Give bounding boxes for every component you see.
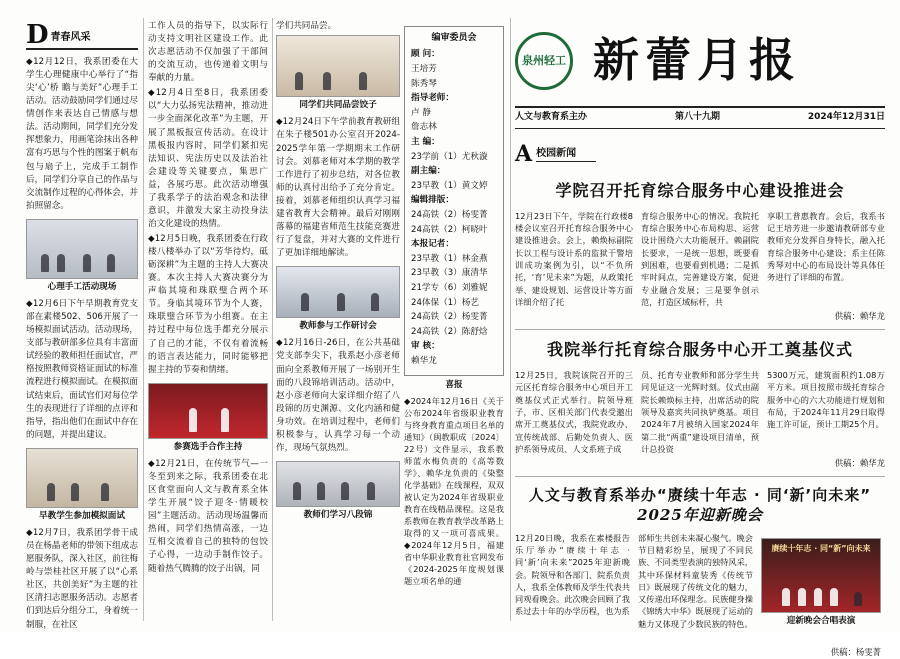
- sponsor: 人文与教育系主办: [515, 112, 588, 122]
- news3-credit: 供稿：杨雯菁: [830, 646, 881, 657]
- issue-meta-bar: [515, 106, 885, 129]
- photo-caption: 参赛选手合作主持: [173, 441, 243, 452]
- column-divider: [510, 18, 511, 621]
- editorial-role: 主 编：: [411, 136, 440, 147]
- photo-seminar: [276, 266, 400, 318]
- headline-news3-line1: 人文与教育系举办“赓续十年志 · 同‘新’向未来”: [528, 486, 872, 505]
- article-psych-craft: ◆12月12日，我系团委在大学生心理健康中心举行了“指尖‘心’桥 瞻与美好”心理手工活动。活动鼓励同学们通过尽情创作来表达自己情感与想法。活动期间，同学们充分发挥想象力，用画笔涂抹出各种富有巧思与个性的图案于帆布包与扇子上，完成手工制作后，同学们分享自己的作品与交流制作过程的心得体会，并拍照留念。: [26, 57, 138, 211]
- article-seminar: ◆12月24日下午学前教育教研组在朱子楼501办公室召开2024-2025学年第一学期期末工作研讨会。刘慕老师对本学期的教学工作进行了初步总结，对各位教师的认真付出给予了充分肯定。接着，刘慕老师组织认真学习福建省教育大会精神。最后对刚刚落幕的福建省师范生技能竞赛进行了复盘，并对大赛的文件进行了更加详细地解读。: [276, 117, 400, 258]
- masthead: [515, 26, 885, 96]
- editorial-member: 赖华龙: [411, 356, 437, 367]
- section-d-header: [26, 20, 138, 50]
- gala-banner-text: 赓续十年志 · 同“新”向未来: [771, 543, 871, 553]
- editorial-member: 卢 静: [411, 107, 431, 118]
- photo-caption: 早教学生参加模拟面试: [39, 510, 125, 521]
- news2-body: [515, 369, 885, 455]
- headline-news3: [515, 485, 885, 526]
- news3-col2: 部师生共创未来凝心聚气。晚会节目精彩纷呈，展现了不同民族、不同类型表演的独特风采，其中环保材料童装秀《传统节日》既展现了传统文化的魅力，又传递出环保理念。民族健身操《锦绣大中华》既展现了运动的魅力又体现了少数民族的特色。: [638, 532, 753, 629]
- editorial-member: 王培芳: [411, 63, 437, 74]
- news3-photo-block: [761, 532, 881, 659]
- news1-col3: 享职工普惠教育。会后，我系书记王培芳进一步邀请教研部专业教师充分发挥自身特长，融入托育综合服务中心建设；系主任陈秀琴对中心的布局设计等具体任务进行了详细的布置。: [767, 210, 885, 283]
- editorial-role: 本报记者：: [411, 239, 454, 250]
- article-dumplings: ◆12月21日，在传统节气—一冬至到来之际，我系团委在北区食堂面向人文与教育系全体学生开展“饺子迎冬·情暖校园”主题活动。活动现场温馨而热闹，同学们热情高涨，一边互相交流着自己的独特的包饺子心得，一边动手制作饺子。随着热气腾腾的饺子出锅，同: [148, 459, 268, 574]
- editorial-role: 顾 问：: [411, 49, 440, 60]
- editorial-board: [404, 26, 504, 376]
- article-host-contest: ◆12月5日晚，我系团委在行政楼八楼举办了以“芳华待灼，砥砺深耕”为主题的主持人大赛决赛。本次主持人大赛决赛分为声临其境和珠联璧合两个环节。身临其境环节为个人赛，珠联璧合环节为小组赛。在主持过程中每位选手都充分展示了自己的才能，不仅有着流畅的语言表达能力，同时能够把握主持的节奏和情绪。: [148, 234, 268, 375]
- college-seal-text: 泉州轻工: [522, 54, 566, 68]
- xibao-text: ◆2024年12月16日《关于公布2024年省级职业教育与终身教育重点项目名单的通知》（闽教职成〔2024〕22号）文件显示，我系教师蓝水梅负责的《高等数学》、赖华龙负责的《染整化学基础》在线课程，双双被认定为2024年省级职业教育在线精品课程。这是我系教师在教育教学改革路上取得的又一项可喜成果。◆2024年12月5日，福建省中华职业教育社官网发布《2024-2025年度规划课题立项名单的通: [404, 396, 504, 586]
- photo-caption: 同学们共同品尝饺子: [299, 100, 377, 111]
- column-divider: [272, 18, 273, 621]
- news1-body: [515, 210, 885, 308]
- news1-credit: 供稿：赖华龙: [834, 311, 885, 322]
- news2-credit: 供稿：赖华龙: [834, 458, 885, 469]
- editorial-member: 23早教（1）黄文婷: [411, 180, 488, 191]
- section-d-name: 青春风采: [50, 31, 91, 43]
- news-divider: [515, 476, 885, 477]
- editorial-member: 24高铁（2）杨雯菁: [411, 312, 488, 323]
- photo-caption: 迎新晚会合唱表演: [786, 615, 856, 626]
- editorial-role: 审 核：: [411, 341, 440, 352]
- headline-news3-line2: 2025年迎新晚会: [637, 506, 763, 525]
- editorial-member: 21学专（6）刘雅妮: [411, 283, 488, 294]
- editorial-member: 24体保（1）杨艺: [411, 297, 479, 308]
- issue-date: 2024年12月31日: [807, 112, 885, 122]
- photo-caption: 教师们学习八段锦: [303, 509, 373, 520]
- section-d-letter: D: [26, 20, 49, 50]
- editorial-role: 编辑排版：: [411, 195, 454, 206]
- issue-number: 第八十九期: [674, 112, 720, 122]
- section-a-letter: A: [515, 140, 533, 167]
- photo-host-contest: [148, 383, 268, 439]
- article-dumplings-cont: 学们共同品尝。: [276, 21, 337, 31]
- news-divider: [515, 329, 885, 330]
- news3-body: [515, 532, 885, 659]
- article-volunteer-cont: 工作人员的指导下，以实际行动支持文明社区建设工作。此次志愿活动不仅加强了干部间的交流互动，也传递着文明与奉献的力量。: [148, 21, 268, 84]
- editorial-member: 24高铁（2）柯晓叶: [411, 224, 488, 235]
- editorial-member: 詹志林: [411, 122, 437, 133]
- section-a-header: [515, 137, 885, 171]
- headline-news1: 学院召开托育综合服务中心建设推进会: [555, 181, 845, 201]
- photo-caption: 教师参与工作研讨会: [299, 321, 377, 332]
- photo-dumplings: [276, 35, 400, 97]
- editorial-member: 陈秀琴: [411, 78, 437, 89]
- news1-col2: 育综合服务中心的情况。我院托育综合服务中心布局构思、运营设计围绕六大功能展开。赖副院长要求，一是统一思想，既要看到困难，也要看到机遇；二是抓牢时间点，完善建设方案，促进专业融合发展；三是要争创示范，打造区域标杆，共: [641, 210, 759, 307]
- section-a-name: 校园新闻: [536, 146, 596, 163]
- editorial-role: 指导老师：: [411, 93, 454, 104]
- photo-gala: [761, 538, 881, 613]
- editorial-role: 副主编：: [411, 166, 446, 177]
- photo-psych-craft: [26, 219, 138, 279]
- editorial-board-title: 编审委员会: [431, 33, 477, 43]
- xibao-title: 喜报: [445, 380, 463, 390]
- news2-col3: 5300万元，建筑面积约1.08万平方米。项目按照市级托育综合服务中心的六大功能进行规划和布局，于2024年11月29日取得施工许可证，预计工期25个月。: [767, 370, 885, 430]
- article-volunteer: ◆12月7日，我系团学骨干成员在杨晶老师的带领下组成志愿服务队，深入社区，前往梅岭与崇桂社区开展了以“心系社区，共创美好”为主题的社区清扫志愿服务活动。志愿者们到达后分组分工，身着统一制服，在社区: [26, 528, 138, 630]
- photo-mock-interview: [26, 448, 138, 508]
- column-d: [404, 26, 504, 588]
- column-b: [148, 20, 268, 576]
- news2-col2: 员、托育专业教师和部分学生共同见证这一光辉时刻。仪式由副院长赖焕标主持，出席活动的院领导及嘉宾共同执铲奠基。项目2024年7月被纳入国家2024年第二批“两重”建设项目清单，预计总投资: [641, 370, 759, 454]
- article-mock-interview: ◆12月6日下午早期教育党支部在素楼502、506开展了一场模拟面试活动。活动现场，支部与教研部多位具有丰富面试经验的教师担任面试官，严格按照教师资格证面试的标准流程进行模拟面试。在模拟面试结束后，面试官们对每位学生的表现进行了详细的点评和指导，指出他们在面试中存在的问题，并提出建议。: [26, 299, 138, 440]
- article-baduanjin: ◆12月16日-26日，在公共基础党支部李尖下，我系赵小彦老师面向全系教师开展了一场别开生面的八段锦培训活动。活动中，赵小彦老师向大家详细介绍了八段锦的历史渊源、文化内涵和健身功效。在培训过程中，老师们积极参与，认真学习每一个动作，现场气氛热烈。: [276, 338, 400, 453]
- editorial-member: 23学前（1）尤秋漩: [411, 151, 488, 162]
- photo-baduanjin: [276, 461, 400, 507]
- newspaper-title: 新蕾月报: [593, 33, 801, 88]
- column-c: [276, 20, 400, 526]
- college-seal-logo: [515, 32, 573, 90]
- news2-col1: 12月25日，我院该院召开的三元区托育综合服务中心项目开工奠基仪式正式举行。院领导班子，市、区相关部门代表受邀出席开工奠基仪式，我院党政办、宣传统战部、后勤处负责人、医护系领导成员、人文系班子成: [515, 370, 633, 454]
- editorial-member: 23早教（3）康清华: [411, 268, 488, 279]
- news1-col1: 12月23日下午，学院在行政楼8楼会议室召开托育综合服务中心建设推进会。会上，赖焕标副院长以工程与设计系的监狱干警培训成功案例为引，以“不负所托，‘育’见未来”为题，从政策托举、建设规划、运营设计等方面详细介绍了托: [515, 210, 633, 307]
- article-blackboard: ◆12月4日至8日，我系团委以“大力弘扬宪法精神，推动进一步全面深化改革”为主题，开展了黑板报宣传活动。在设计黑板报内容时，同学们紧扣宪法知识、宪法历史以及法治社会建设等关键要点，集思广益，各展巧思。此次活动增强了我系学子的法治观念和法律意识，并激发大家主动投身法治文化建设的热情。: [148, 88, 268, 229]
- editorial-member: 24高铁（2）杨雯菁: [411, 210, 488, 220]
- column-a: [26, 20, 138, 632]
- news3-col1: 12月20日晚，我系在素楼报告乐厅举办“赓续十年志 · 同‘新’向未来”2025年迎新晚会。院领导和各部门、院系负责人，我系全体教师及学生代表共同观看晚会。此次晚会回顾了我系过去十年的办学历程，也为系: [515, 532, 630, 617]
- headline-news2: 我院举行托育综合服务中心开工奠基仪式: [546, 340, 853, 360]
- editorial-member: 24高铁（2）陈舒焓: [411, 326, 488, 337]
- editorial-member: 23早教（1）林金燕: [411, 253, 488, 264]
- photo-caption: 心理手工活动现场: [47, 281, 117, 292]
- column-divider: [143, 18, 144, 621]
- front-page: [515, 26, 885, 659]
